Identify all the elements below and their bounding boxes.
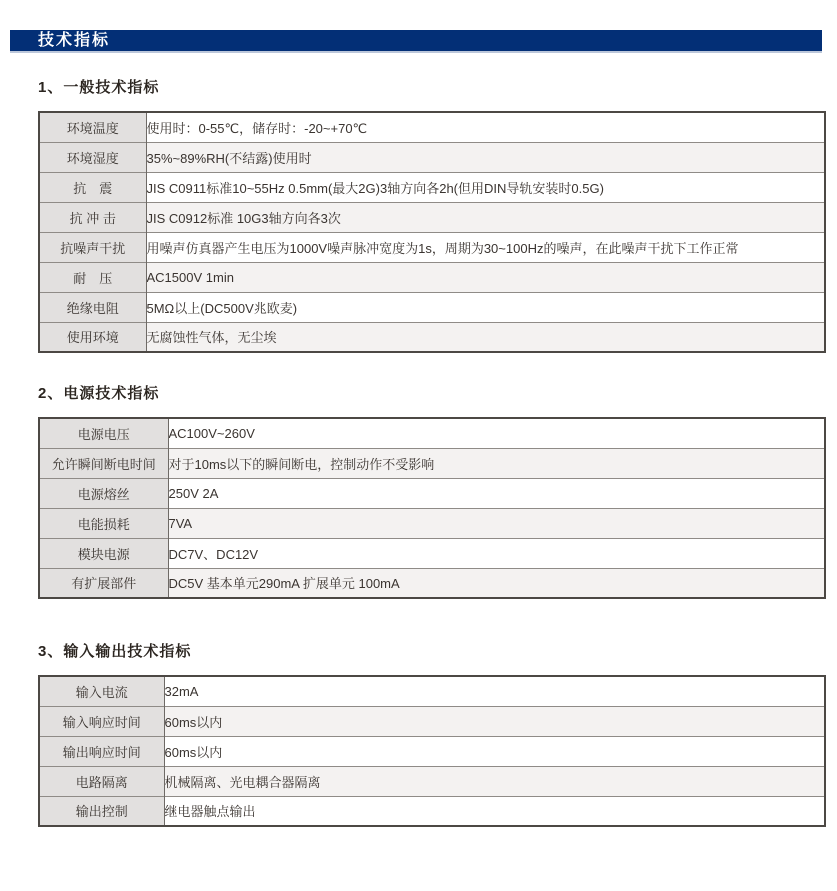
spec-value-cell: 7VA <box>168 508 825 538</box>
spec-value-cell: 60ms以内 <box>164 706 825 736</box>
spec-value-cell: 250V 2A <box>168 478 825 508</box>
spec-label-cell: 模块电源 <box>39 538 168 568</box>
spec-label-cell: 输入电流 <box>39 676 164 706</box>
spec-value-cell: 机械隔离、光电耦合器隔离 <box>164 766 825 796</box>
spec-value-cell: DC7V、DC12V <box>168 538 825 568</box>
spec-value-cell: JIS C0912标准 10G3轴方向各3次 <box>146 202 825 232</box>
spec-label-cell: 允许瞬间断电时间 <box>39 448 168 478</box>
section-io-specs <box>38 642 826 827</box>
spec-label-cell: 抗 震 <box>39 172 146 202</box>
section-general-specs <box>38 78 826 353</box>
spec-label-cell: 有扩展部件 <box>39 568 168 598</box>
page-header-bar <box>10 30 822 53</box>
spec-row <box>39 796 825 826</box>
spec-row <box>39 262 825 292</box>
spec-value-cell: JIS C0911标准10~55Hz 0.5mm(最大2G)3轴方向各2h(但用DIN导轨安装时0.5G) <box>146 172 825 202</box>
spec-value-cell: 使用时：0-55℃，储存时：-20~+70℃ <box>146 112 825 142</box>
spec-label-cell: 环境湿度 <box>39 142 146 172</box>
spec-label-cell: 抗 冲 击 <box>39 202 146 232</box>
section-title-io: 3、输入输出技术指标 <box>38 643 192 660</box>
spec-row <box>39 568 825 598</box>
page-title: 技术指标 <box>38 32 111 49</box>
spec-label-cell: 电能损耗 <box>39 508 168 538</box>
spec-row <box>39 448 825 478</box>
spec-row <box>39 232 825 262</box>
spec-row <box>39 766 825 796</box>
spec-table-io <box>38 675 826 827</box>
spec-label-cell: 抗噪声干扰 <box>39 232 146 262</box>
spec-value-cell: 用噪声仿真器产生电压为1000V噪声脉冲宽度为1s，周期为30~100Hz的噪声，在此噪声干扰下工作正常 <box>146 232 825 262</box>
spec-row <box>39 202 825 232</box>
spec-page <box>0 30 837 827</box>
content <box>38 78 826 827</box>
spec-row <box>39 418 825 448</box>
spec-label-cell: 电路隔离 <box>39 766 164 796</box>
spec-value-cell: 继电器触点输出 <box>164 796 825 826</box>
spec-value-cell: 32mA <box>164 676 825 706</box>
spec-label-cell: 电源熔丝 <box>39 478 168 508</box>
spec-label-cell: 环境温度 <box>39 112 146 142</box>
spec-row <box>39 172 825 202</box>
spec-table-general <box>38 111 826 353</box>
section-title-power: 2、电源技术指标 <box>38 385 160 402</box>
spec-value-cell: 无腐蚀性气体，无尘埃 <box>146 322 825 352</box>
spec-value-cell: AC100V~260V <box>168 418 825 448</box>
spec-row <box>39 142 825 172</box>
spec-row <box>39 676 825 706</box>
spec-row <box>39 538 825 568</box>
spec-value-cell: 35%~89%RH(不结露)使用时 <box>146 142 825 172</box>
spec-label-cell: 绝缘电阻 <box>39 292 146 322</box>
spec-row <box>39 736 825 766</box>
section-title-general: 1、一般技术指标 <box>38 79 160 96</box>
spec-value-cell: 60ms以内 <box>164 736 825 766</box>
spec-value-cell: AC1500V 1min <box>146 262 825 292</box>
spec-row <box>39 322 825 352</box>
spec-label-cell: 使用环境 <box>39 322 146 352</box>
spec-table-power <box>38 417 826 599</box>
spec-row <box>39 292 825 322</box>
spec-label-cell: 电源电压 <box>39 418 168 448</box>
spec-row <box>39 706 825 736</box>
spec-label-cell: 输出控制 <box>39 796 164 826</box>
section-power-specs <box>38 384 826 599</box>
spec-value-cell: 5MΩ以上(DC500V兆欧麦) <box>146 292 825 322</box>
spec-value-cell: DC5V 基本单元290mA 扩展单元 100mA <box>168 568 825 598</box>
spec-row <box>39 112 825 142</box>
spec-row <box>39 478 825 508</box>
spec-value-cell: 对于10ms以下的瞬间断电，控制动作不受影响 <box>168 448 825 478</box>
spec-label-cell: 输出响应时间 <box>39 736 164 766</box>
spec-row <box>39 508 825 538</box>
spec-label-cell: 耐 压 <box>39 262 146 292</box>
spec-label-cell: 输入响应时间 <box>39 706 164 736</box>
